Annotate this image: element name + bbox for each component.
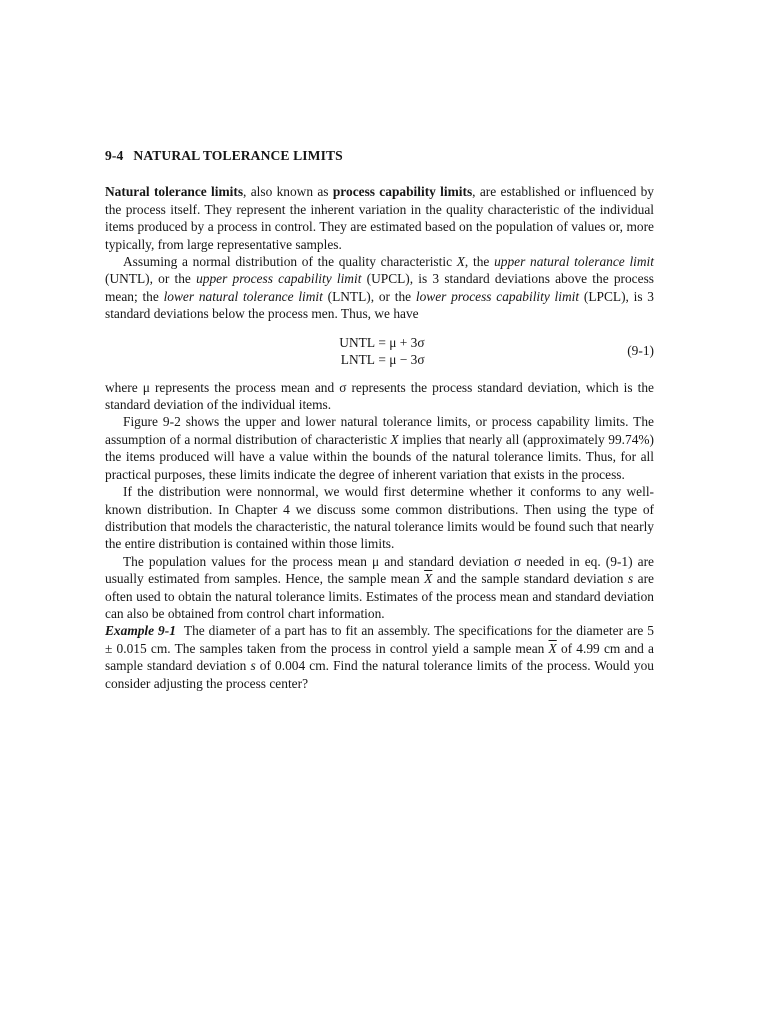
- term-upcl: upper process capability limit: [196, 271, 362, 287]
- paragraph-nonnormal: If the distribution were nonnormal, we would first determine whether it conforms to any well-known distribution. In Chapter 4 we discuss some common distributions. Then using the type of distribution that models the characteristic, the natural tolerance limits would be found such that nearly the entire distribution is contained within those limits.: [105, 484, 654, 552]
- variable-x: X: [390, 431, 399, 447]
- text-run: of 4.99 cm and a sample standard deviation: [105, 640, 654, 674]
- term-lntl: lower natural tolerance limit: [163, 288, 323, 304]
- term-process-capability-limits: process capability limits: [332, 184, 473, 200]
- term-natural-tolerance-limits: Natural tolerance limits: [105, 184, 244, 200]
- variable-s: s: [627, 571, 634, 587]
- variable-xbar: $\overline{X}$: [424, 571, 433, 587]
- text-run: (LNTL), or the: [322, 288, 416, 304]
- text-run: (LPCL), is 3 standard deviations below the process men. Thus, we have: [105, 288, 654, 322]
- term-lpcl: lower process capability limit: [415, 288, 580, 304]
- equation-rhs: = μ − 3σ: [375, 352, 425, 368]
- text-run: implies that nearly all (approximately 99.74%) the items produced will have a value within the bounds of the natural tolerance limits. Thus, for all practical purposes, these limits indicate the degree of inherent variation that exists in the process.: [105, 431, 654, 482]
- text-run: The diameter of a part has to fit an assembly. The specifications for the diameter are 5 ± 0.015 cm. The samples taken from the process in control yield a sample mean: [105, 623, 654, 656]
- section-heading: [105, 147, 654, 164]
- equation-rhs: = μ + 3σ: [375, 334, 425, 350]
- paragraph-assumption: [105, 253, 654, 323]
- equation-untl: [329, 334, 449, 351]
- equation-9-1: [105, 332, 654, 372]
- text-run: Figure 9-2 shows the upper and lower natural tolerance limits, or process capability limits. The assumption of a normal distribution of characteristic: [105, 414, 654, 447]
- paragraph-where: where μ represents the process mean and σ represents the process standard deviation, which is the standard deviation of the individual items.: [105, 379, 654, 413]
- example-label: Example 9-1: [105, 623, 176, 639]
- page-content: [105, 147, 654, 692]
- equation-lhs: UNTL: [339, 334, 375, 350]
- variable-xbar: $\overline{X}$: [548, 640, 557, 656]
- equation-number: (9-1): [627, 342, 654, 358]
- text-run: , also known as: [243, 184, 333, 200]
- text-run: and the sample standard deviation: [432, 571, 628, 587]
- section-title: NATURAL TOLERANCE LIMITS: [133, 148, 343, 163]
- text-run: are often used to obtain the natural tolerance limits. Estimates of the process mean and standard deviation can also be obtained from control chart information.: [105, 571, 655, 621]
- paragraph-definition: [105, 183, 654, 253]
- equation-lhs: LNTL: [340, 352, 375, 368]
- paragraph-population: [105, 553, 654, 623]
- section-number: 9-4: [105, 148, 124, 163]
- variable-x: X: [456, 254, 465, 270]
- text-run: , are established or influenced by the process itself. They represent the inherent variation in the quality characteristic of the individual items produced by a process in control. They are estimated based on the population of values or, more typically, from large representative samples.: [105, 184, 654, 252]
- text-run: (UNTL), or the: [105, 271, 197, 287]
- text-run: , the: [464, 254, 495, 270]
- term-untl: upper natural tolerance limit: [494, 254, 654, 270]
- text-run: (UPCL), is 3 standard deviations above the process mean; the: [105, 271, 654, 304]
- text-run: Assuming a normal distribution of the quality characteristic: [123, 254, 457, 270]
- equation-lntl: [329, 351, 449, 368]
- variable-s: s: [250, 658, 256, 674]
- example-9-1: [105, 622, 654, 692]
- text-run: of 0.004 cm. Find the natural tolerance limits of the process. Would you consider adjusting the process center?: [105, 658, 654, 691]
- paragraph-figure: [105, 413, 654, 483]
- equation-lines: [329, 334, 449, 369]
- text-run: The population values for the process mean μ and standard deviation σ needed in eq. (9-1) are usually estimated from samples. Hence, the sample mean: [105, 553, 654, 587]
